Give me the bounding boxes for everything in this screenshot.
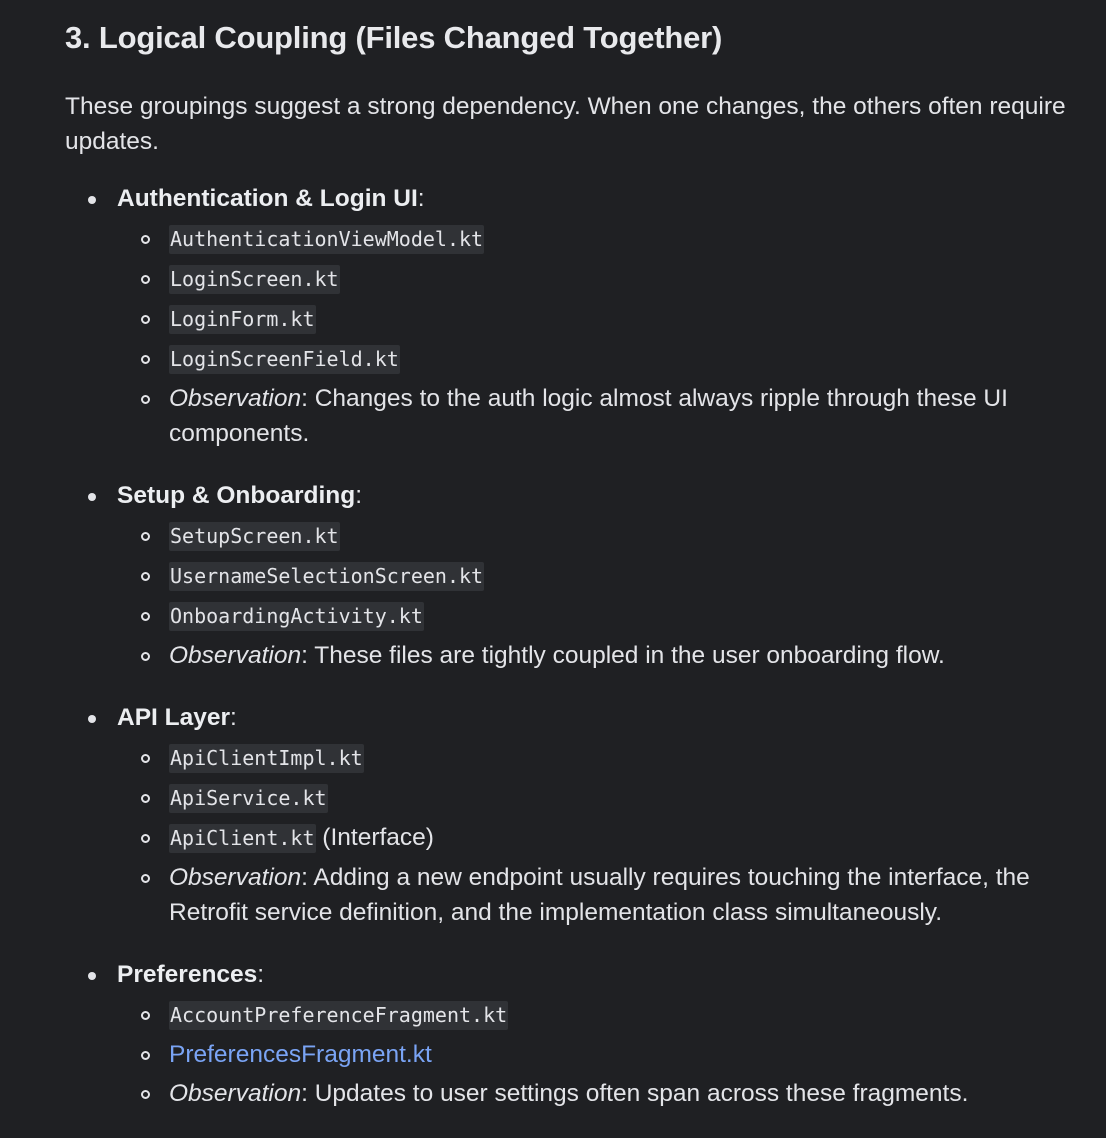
file-list — [117, 221, 1095, 451]
group-title — [117, 478, 1095, 514]
group-title-text: Authentication & Login UI — [117, 185, 418, 212]
observation-label: Observation — [169, 1080, 302, 1107]
file-name-code: LoginForm.kt — [169, 305, 316, 334]
list-item — [117, 780, 1095, 816]
file-name-code: AuthenticationViewModel.kt — [169, 225, 484, 254]
file-note: (Interface) — [315, 824, 434, 851]
intro-paragraph: These groupings suggest a strong dependency. When one changes, the others often require updates. — [65, 93, 1066, 155]
file-name-code: LoginScreen.kt — [169, 265, 340, 294]
group-title — [117, 957, 1095, 993]
preferences-fragment-link[interactable]: PreferencesFragment.kt — [169, 1041, 432, 1068]
group-preferences — [65, 957, 1095, 1111]
file-name-code: LoginScreenField.kt — [169, 345, 400, 374]
group-setup-onboarding — [65, 478, 1095, 673]
observation-text: : Changes to the auth logic almost always ripple through these UI components. — [169, 385, 1008, 447]
group-title-text: Preferences — [117, 961, 258, 988]
file-list — [117, 740, 1095, 930]
group-title — [117, 700, 1095, 736]
file-name-code: UsernameSelectionScreen.kt — [169, 562, 484, 591]
observation-label: Observation — [169, 642, 302, 669]
observation-text: : Updates to user settings often span across these fragments. — [301, 1080, 969, 1107]
file-name-code: ApiClient.kt — [169, 824, 316, 853]
file-list — [117, 997, 1095, 1111]
list-item — [117, 301, 1095, 337]
list-item — [117, 558, 1095, 594]
list-item — [117, 997, 1095, 1033]
group-title-colon: : — [230, 704, 237, 731]
group-title-colon: : — [417, 185, 425, 212]
list-item — [117, 518, 1095, 554]
observation-text: : These files are tightly coupled in the user onboarding flow. — [301, 642, 945, 669]
coupling-groups-list — [65, 181, 1095, 1111]
group-authentication — [65, 181, 1095, 451]
file-name-code: SetupScreen.kt — [169, 522, 340, 551]
list-item — [117, 740, 1095, 776]
file-name-code: ApiClientImpl.kt — [169, 744, 364, 773]
group-title-colon: : — [257, 961, 265, 988]
list-item — [117, 820, 1095, 856]
list-item — [117, 221, 1095, 257]
file-name-code: OnboardingActivity.kt — [169, 602, 424, 631]
list-item — [117, 1037, 1095, 1072]
observation-label: Observation — [169, 385, 302, 412]
observation-item — [117, 381, 1095, 451]
file-name-code: AccountPreferenceFragment.kt — [169, 1001, 508, 1030]
observation-item — [117, 1076, 1095, 1111]
observation-item — [117, 860, 1095, 930]
group-title-colon: : — [355, 482, 362, 509]
list-item — [117, 598, 1095, 634]
group-title-text: API Layer — [117, 704, 231, 731]
list-item — [117, 341, 1095, 377]
section-heading: 3. Logical Coupling (Files Changed Together) — [65, 20, 723, 55]
group-title — [117, 181, 1095, 217]
observation-text: : Adding a new endpoint usually requires touching the interface, the Retrofit service definition, and the implementation class simultaneously. — [169, 864, 1030, 926]
list-item — [117, 261, 1095, 297]
file-name-code: ApiService.kt — [169, 784, 328, 813]
markdown-content — [65, 0, 1095, 1138]
group-api-layer — [65, 700, 1095, 930]
file-list — [117, 518, 1095, 673]
observation-item — [117, 638, 1095, 673]
observation-label: Observation — [169, 864, 302, 891]
group-title-text: Setup & Onboarding — [117, 482, 356, 509]
